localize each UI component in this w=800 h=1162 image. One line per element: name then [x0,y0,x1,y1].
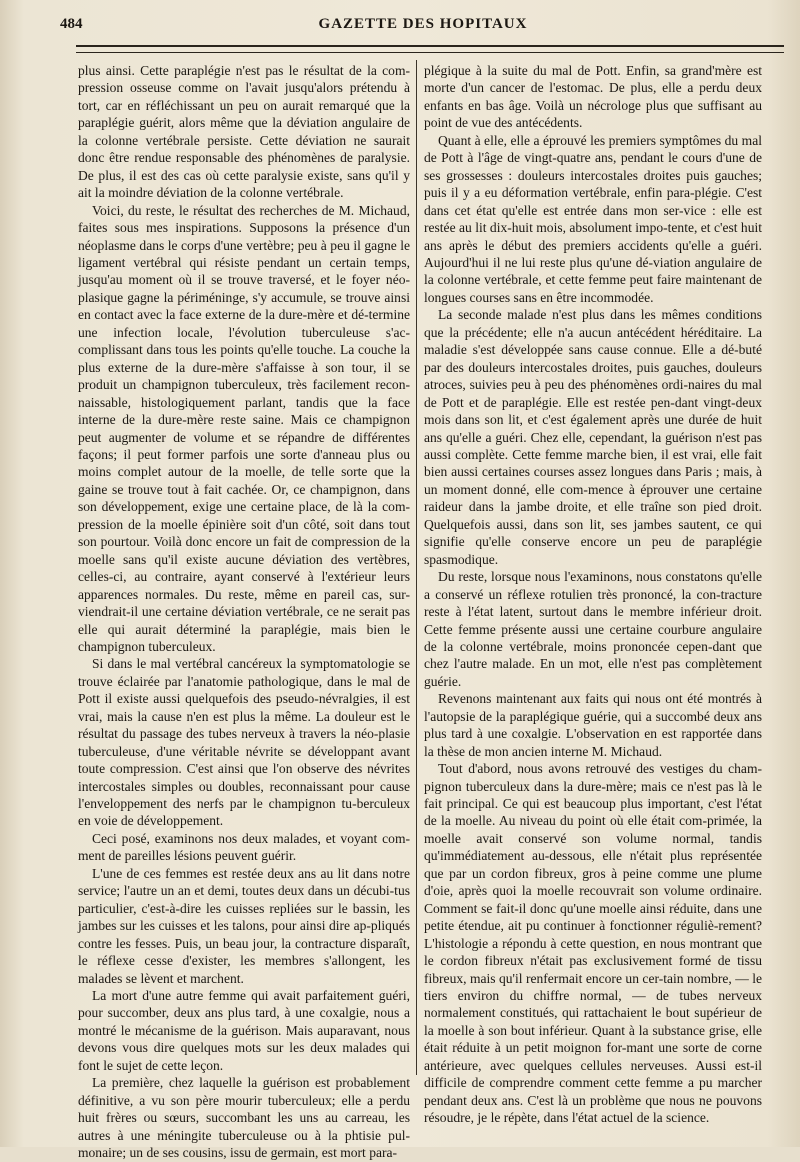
paragraph: plus ainsi. Cette paraplégie n'est pas le résultat de la com-pression osseuse comme on l'avait jusqu'alors prétendu à tort, car en réfléchissant un peu on aurait remarqué que la paraplégie guérit, alors même que la déviation angulaire de la colonne vertébrale persiste. Cette déviation ne saurait donc être rendue responsable des phénomènes de paralysie. De plus, il est des cas où cette paralysie existe, sans qu'il y ait la moindre déviation de la colonne vertébrale. [78,63,410,201]
paragraph: La seconde malade n'est plus dans les mêmes conditions que la précédente; elle n'a aucun antécédent héréditaire. La maladie s'est développée sans cause connue. Elle a dé-buté par des douleurs intercostales droites, puis gauches, douleurs atroces, suivies peu à peu des phénomènes ordi-naires du mal de Pott et de paraplégie. Elle est restée pen-dant vingt-deux mois dans son lit, et c'est également après une durée de huit ans qu'elle a guéri. Chez elle, cependant, la guérison n'est pas aussi complète. Cette femme marche bien, il est vrai, elle fait bien aussi certaines courses assez longues dans Paris ; mais, à un moment donné, elle com-mence à éprouver une certaine raideur dans la jambe droite, et elle traîne son pied droit. Quelquefois aussi, dans son lit, ses jambes sautent, ce qui signifie qu'elle conserve encore un peu de paraplégie spasmodique. [424,307,762,567]
header-rule [76,45,784,53]
paragraph: L'une de ces femmes est restée deux ans au lit dans notre service; l'autre un an et demi, toutes deux dans un décubi-tus particulier, c'est-à-dire les cuisses repliées sur le bassin, les jambes sur les cuisses et les talons, pour ainsi dire ap-pliqués contre les fesses. Puis, un beau jour, la contracture disparaît, le réflexe cesse d'exister, les membres s'allongent, les malades se lèvent et marchent. [78,865,410,986]
running-title: GAZETTE DES HOPITAUX [318,16,528,32]
left-column [78,62,410,1162]
paragraph: La première, chez laquelle la guérison est probablement définitive, a vu son père mourir tuberculeux; elle a perdu huit frères ou sœurs, succombant les uns au carreau, les autres à une méningite tuberculeuse ou à la phtisie pul-monaire; un de ses cousins, issu de germain, est mort para- [78,1075,410,1161]
paragraph: La mort d'une autre femme qui avait parfaitement guéri, pour succomber, deux ans plus tard, à une coxalgie, nous a montré le mécanisme de la guérison. Mais auparavant, nous devons vous dire quelques mots sur les deux malades qui font le sujet de cette leçon. [78,988,410,1073]
paragraph: Tout d'abord, nous avons retrouvé des vestiges du cham-pignon tuberculeux dans la dure-mère; mais ce n'est pas là le fait principal. Ce qui est beaucoup plus important, c'est l'état de la moelle. Au niveau du point où elle était com-primée, la moelle avait conservé son volume normal, tandis qu'immédiatement au-dessous, elle n'était plus représentée que par un cordon fibreux, gros à peine comme une plume d'oie, après quoi la moelle recouvrait son volume ordinaire. Comment se fait-il donc qu'une moelle ainsi réduite, dans une petite étendue, ait pu continuer à fonctionner réguliè-rement? L'histologie a répondu à cette question, en nous montrant que le cordon fibreux n'était pas exclusivement formé de tissu fibreux, mais qu'il renfermait encore un cer-tain nombre, — le tiers environ du chiffre normal, — de tubes nerveux normalement constitués, qui rattachaient le bout supérieur de la moelle à son bout inférieur. Quant à la substance grise, elle était réduite à un petit moignon for-mant une sorte de corne antérieure, avec quelques cellules nerveuses. Aussi est-il difficile de comprendre comment cette femme a pu marcher pendant deux ans. C'est là un problème que nous ne pouvons résoudre, je le répète, dans l'état actuel de la science. [424,761,762,1126]
right-column [424,62,762,1127]
paragraph: plégique à la suite du mal de Pott. Enfin, sa grand'mère est morte d'un cancer de l'estomac. De plus, elle a perdu deux enfants en bas âge. Voilà un nécrologe plus que suffisant au point de vue des antécédents. [424,63,762,131]
paragraph: Revenons maintenant aux faits qui nous ont été montrés à l'autopsie de la paraplégique guérie, qui a succombé deux ans plus tard à une coxalgie. L'observation en est rapportée dans la thèse de mon ancien interne M. Michaud. [424,691,762,759]
page-number: 484 [60,16,83,32]
column-divider [416,60,417,1075]
paragraph: Du reste, lorsque nous l'examinons, nous constatons qu'elle a conservé un réflexe rotulien très prononcé, la con-tracture reste à l'état latent, surtout dans le membre inférieur droit. Cette femme présente aussi une certaine courbure angulaire de la colonne vertébrale, moins prononcée cepen-dant que chez l'autre malade. En un mot, elle n'est pas complètement guérie. [424,569,762,689]
page-header [60,16,786,38]
paragraph: Voici, du reste, le résultat des recherches de M. Michaud, faites sous mes inspirations. Supposons la présence d'un néoplasme dans le corps d'une vertèbre; peu à peu il gagne le ligament vertébral qui résiste pendant un certain temps, jusqu'au moment où il se trouve traversé, et le foyer néo-plasique gagne la périméninge, s'y accumule, se trouve ainsi en contact avec la face externe de la dure-mère et dé-termine une infection locale, l'évolution tuberculeuse s'ac-complissant dans tous les points qu'elle touche. La couche la plus externe de la dure-mère s'affaisse à son tour, il se produit un champignon tuberculeux, très facilement recon-naissable, histologiquement parlant, tandis que la face interne de la dure-mère reste saine. Mais ce champignon peut augmenter de volume et se répandre de différentes façons; il peut former parfois une sorte d'anneau plus ou moins complet autour de la moelle, de telle sorte que la gaine se trouve tout à fait cachée. Or, ce champignon, dans son développement, exige une certaine place, de là la com-pression de la moelle épinière soit d'un côté, soit dans tout son pourtour. Voilà donc encore un fait de compression de la moelle sans qu'il existe aucune déviation des vertèbres, celles-ci, au contraire, ayant conservé à l'extérieur leurs apparences normales. Du reste, même en pareil cas, sur-viendrait-il une certaine déviation vertébrale, ce ne serait pas elle qui aurait déterminé la paraplégie, mais bien le champignon tuberculeux. [78,202,410,654]
paragraph: Ceci posé, examinons nos deux malades, et voyant com-ment de pareilles lésions peuvent guérir. [78,830,410,864]
paragraph: Si dans le mal vertébral cancéreux la symptomatologie se trouve éclairée par l'anatomie pathologique, dans le mal de Pott il existe aussi quelquefois des pseudo-névralgies, il est vrai, mais la cause n'en est plus la même. La douleur est le résultat du passage des tubes nerveux à travers la néo-plasie tuberculeuse, d'une véritable névrite se développant avant toute compression. C'est ainsi que l'on observe des névrites intercostales simples ou doubles, reconnaissant pour cause l'enveloppement des nerfs par le champignon tu-berculeux en voie de développement. [78,656,410,829]
paragraph: Quant à elle, elle a éprouvé les premiers symptômes du mal de Pott à l'âge de vingt-quatre ans, pendant le cours d'une de ses grossesses : douleurs intercostales droites puis gauches; puis il y a eu déformation vertébrale, enfin para-plégie. C'est dans cet état qu'elle est entrée dans mon ser-vice : elle est restée au lit dix-huit mois, absolument impo-tente, et c'est huit ans après le début des premiers accidents qu'elle a guéri. Aujourd'hui il ne lui reste plus qu'une dé-viation angulaire de la colonne vertébrale, et cette femme peut faire maintenant de longues courses sans en être incommodée. [424,132,762,305]
